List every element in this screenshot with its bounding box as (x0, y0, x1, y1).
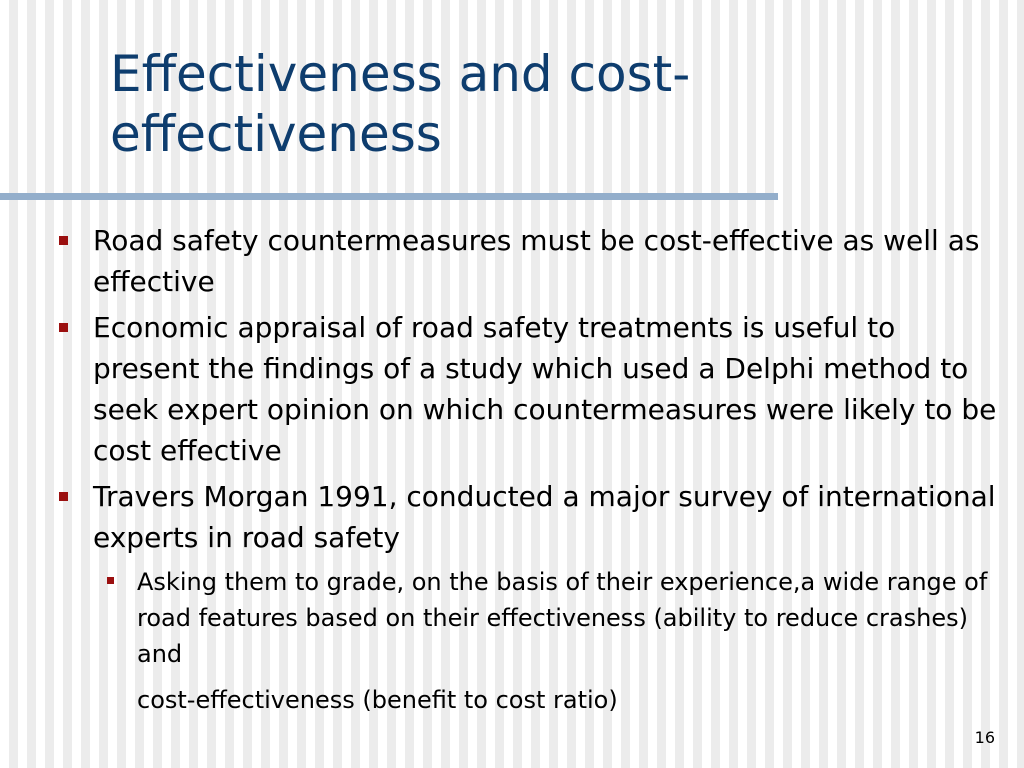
sub-bullet-text: Asking them to grade, on the basis of their experience,a wide range of road features based on their effectiveness (ability to reduce crashes) and (137, 568, 988, 668)
title-divider (0, 193, 778, 200)
bullet-item (55, 220, 1005, 302)
page-number: 16 (974, 728, 995, 747)
bullet-text: Travers Morgan 1991, conducted a major survey of international experts in road safety (93, 480, 996, 554)
sub-bullet-text-last-line: cost-effectiveness (benefit to cost ratio) (137, 686, 618, 714)
sub-bullet-list (93, 564, 1005, 718)
square-bullet-icon (59, 492, 68, 501)
bullet-text: Economic appraisal of road safety treatments is useful to present the findings of a study which used a Delphi method to seek expert opinion on which countermeasures were likely to be cost effective (93, 311, 997, 467)
square-bullet-icon (59, 236, 68, 245)
square-bullet-icon (107, 577, 114, 584)
bullet-list (55, 220, 1005, 723)
bullet-item (55, 476, 1005, 718)
square-bullet-icon (59, 323, 68, 332)
sub-bullet-item (93, 564, 1005, 718)
slide-title: Effectiveness and cost-effectiveness (110, 45, 691, 163)
bullet-text: Road safety countermeasures must be cost-effective as well as effective (93, 224, 980, 298)
bullet-item (55, 307, 1005, 471)
